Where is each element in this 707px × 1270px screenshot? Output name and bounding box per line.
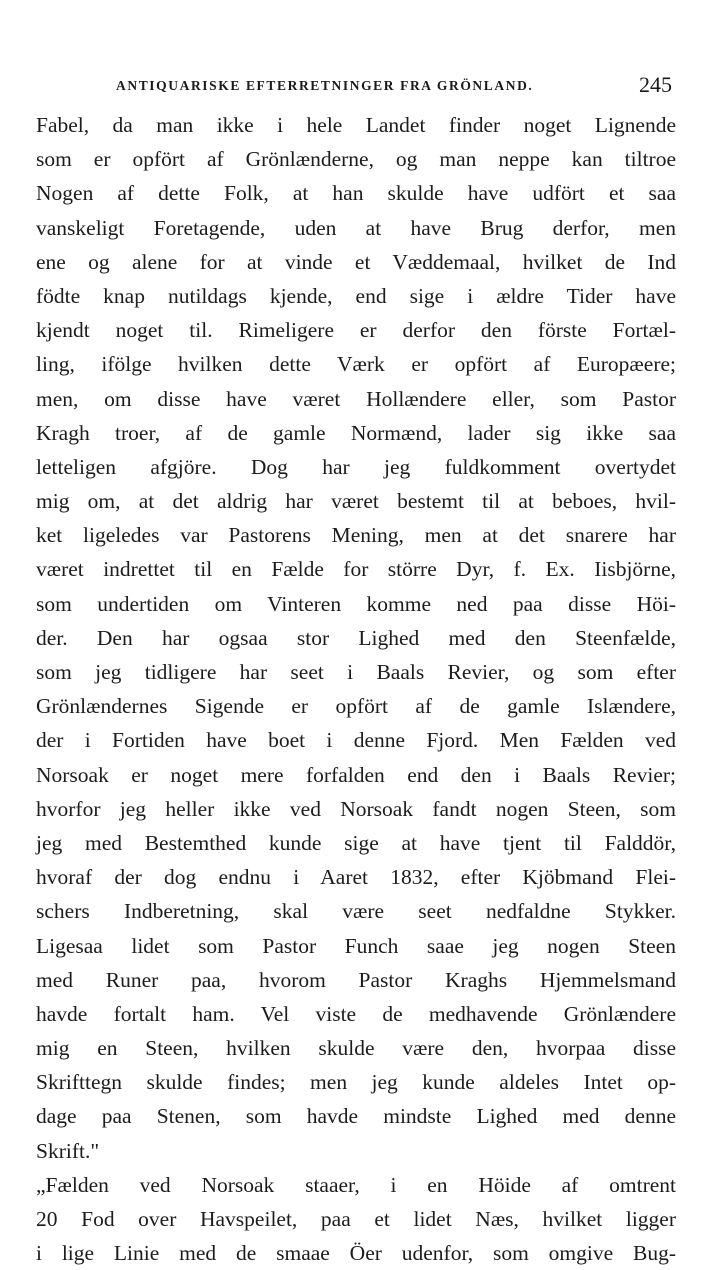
text-line: havde fortalt ham. Vel viste de medhavende Grönlændere [36, 1001, 676, 1026]
text-line: ling, ifölge hvilken dette Værk er opfört af Europæere; [36, 352, 676, 377]
text-line: vanskeligt Foretagende, uden at have Brug derfor, men [36, 215, 676, 240]
text-line: som er opfört af Grönlænderne, og man neppe kan tiltroe [36, 147, 676, 172]
text-line: letteligen afgjöre. Dog har jeg fuldkomment overtydet [36, 454, 676, 479]
text-line: været indrettet til en Fælde for större Dyr, f. Ex. Iisbjörne, [36, 557, 676, 582]
text-line: kjendt noget til. Rimeligere er derfor den förste Fortæl- [36, 318, 676, 343]
text-line: mig en Steen, hvilken skulde være den, hvorpaa disse [36, 1036, 676, 1061]
running-header [116, 74, 672, 100]
text-line: men, om disse have været Hollændere eller, som Pastor [36, 386, 676, 411]
text-line: mig om, at det aldrig har været bestemt til at beboes, hvil- [36, 489, 676, 514]
text-line: i lige Linie med de smaae Öer udenfor, som omgive Bug- [36, 1241, 676, 1266]
text-line: schers Indberetning, skal være seet nedfaldne Stykker. [36, 899, 676, 924]
text-line: som jeg tidligere har seet i Baals Revier, og som efter [36, 660, 676, 684]
page-number: 245 [639, 72, 672, 97]
text-line: Ligesaa lidet som Pastor Funch saae jeg nogen Steen [36, 933, 676, 958]
text-line: som undertiden om Vinteren komme ned paa disse Höi- [36, 591, 676, 616]
text-line: ket ligeledes var Pastorens Mening, men at det snarere har [36, 523, 676, 548]
text-line: dage paa Stenen, som havde mindste Lighed med denne [36, 1104, 676, 1129]
text-line: Fabel, da man ikke i hele Landet finder noget Lignende [36, 113, 676, 137]
text-line: Skrift." [36, 1138, 100, 1163]
text-line: Norsoak er noget mere forfalden end den i Baals Revier; [36, 762, 676, 787]
text-line: „Fælden ved Norsoak staaer, i en Höide af omtrent [36, 1172, 676, 1197]
text-line: hvorfor jeg heller ikke ved Norsoak fandt nogen Steen, som [36, 796, 676, 821]
text-line: der. Den har ogsaa stor Lighed med den Steenfælde, [36, 625, 676, 650]
text-line: Skrifttegn skulde findes; men jeg kunde aldeles Intet op- [36, 1070, 676, 1095]
text-line: Nogen af dette Folk, at han skulde have udfört et saa [36, 181, 676, 206]
text-line: jeg med Bestemthed kunde sige at have tjent til Falddör, [36, 830, 676, 855]
text-line: ene og alene for at vinde et Væddemaal, hvilket de Ind [36, 249, 676, 274]
text-line: hvoraf der dog endnu i Aaret 1832, efter Kjöbmand Flei- [36, 865, 676, 890]
running-title: ANTIQUARISKE EFTERRETNINGER FRA GRÖNLAND. [116, 78, 534, 93]
text-line: 20 Fod over Havspeilet, paa et lidet Næs, hvilket ligger [36, 1207, 676, 1231]
text-line: med Runer paa, hvorom Pastor Kraghs Hjemmelsmand [36, 967, 676, 992]
text-line: der i Fortiden have boet i denne Fjord. Men Fælden ved [36, 728, 676, 753]
text-line: födte knap nutildags kjende, end sige i ældre Tider have [36, 283, 676, 308]
text-line: Kragh troer, af de gamle Normænd, lader sig ikke saa [36, 420, 676, 445]
body-text [36, 108, 676, 1270]
text-line: Grönlændernes Sigende er opfört af de gamle Islændere, [36, 694, 676, 719]
